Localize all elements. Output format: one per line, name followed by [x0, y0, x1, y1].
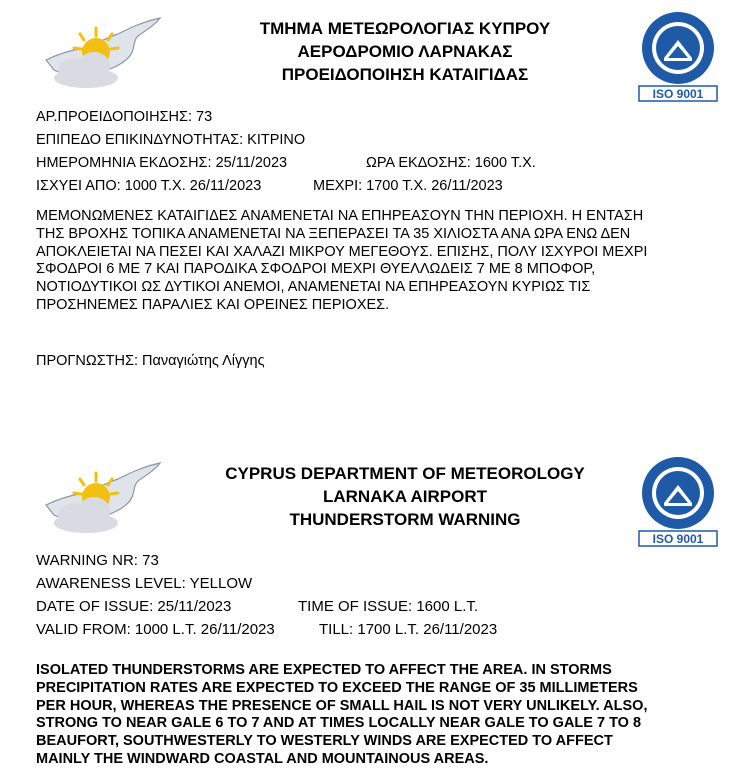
- greek-time-of-issue: ΩΡΑ ΕΚΔΟΣΗΣ: 1600 Τ.Χ.: [366, 155, 536, 171]
- iso-label: ISO 9001: [652, 87, 704, 101]
- greek-text-line: ΜΕΜΟΝΩΜΕΝΕΣ ΚΑΤΑΙΓΙΔΕΣ ΑΝΑΜΕΝΕΤΑΙ ΝΑ ΕΠΗΡΕΑΣΟΥΝ ΤΗΝ ΠΕΡΙΟΧΗ. Η ΕΝΤΑΣΗ: [36, 208, 644, 224]
- english-header-line3: THUNDERSTORM WARNING: [289, 510, 521, 529]
- greek-text-line: ΝΟΤΙΟΔΥΤΙΚΟΙ ΩΣ ΔΥΤΙΚΟΙ ΑΝΕΜΟΙ, ΑΝΑΜΕΝΕΤΑΙ ΝΑ ΕΠΗΡΕΑΣΟΥΝ ΚΥΡΙΩΣ ΤΙΣ: [36, 279, 591, 296]
- greek-valid-from: ΙΣΧΥΕΙ ΑΠΟ: 1000 Τ.Χ. 26/11/2023: [36, 178, 262, 194]
- greek-header-line3: ΠΡΟΕΙΔΟΠΟΙΗΣΗ ΚΑΤΑΙΓΙΔΑΣ: [281, 65, 529, 84]
- english-text-line: STRONG TO NEAR GALE 6 TO 7 AND AT TIMES LOCALLY NEAR GALE TO GALE 7 TO 8: [36, 715, 642, 732]
- greek-text-line: ΤΗΣ ΒΡΟΧΗΣ ΤΟΠΙΚΑ ΑΝΑΜΕΝΕΤΑΙ ΝΑ ΞΕΠΕΡΑΣΕΙ ΤΑ 35 ΧΙΛΙΟΣΤΑ ΑΝΑ ΩΡΑ ΕΝΩ ΔΕΝ: [36, 225, 631, 242]
- greek-till: ΜΕΧΡΙ: 1700 Τ.Χ. 26/11/2023: [313, 178, 503, 194]
- greek-level: ΕΠΙΠΕΔΟ ΕΠΙΚΙΝΔΥΝΟΤΗΤΑΣ: ΚΙΤΡΙΝΟ: [36, 132, 306, 148]
- greek-header-line1: ΤΜΗΜΑ ΜΕΤΕΩΡΟΛΟΓΙΑΣ ΚΥΠΡΟΥ: [259, 19, 551, 38]
- iso-9001-logo: [637, 455, 719, 547]
- english-info-block: [36, 549, 498, 641]
- english-text-line: PER HOUR, WHEREAS THE PRESENCE OF SMALL HAIL IS NOT VERY UNLIKELY. ALSO,: [36, 697, 648, 714]
- english-valid-from: VALID FROM: 1000 L.T. 26/11/2023: [36, 621, 275, 638]
- english-warning-nr: WARNING NR: 73: [36, 552, 159, 569]
- english-time-of-issue: TIME OF ISSUE: 1600 L.T.: [298, 598, 479, 615]
- english-warning-section: [0, 445, 741, 778]
- english-warning-text: [36, 662, 736, 769]
- weather-logo-icon: [38, 459, 166, 537]
- english-till: TILL: 1700 L.T. 26/11/2023: [319, 621, 498, 638]
- iso-label: ISO 9001: [652, 532, 704, 546]
- greek-text-line: ΑΠΟΚΛΕΙΕΤΑΙ ΝΑ ΠΕΣΕΙ ΚΑΙ ΧΑΛΑΖΙ ΜΙΚΡΟΥ ΜΕΓΕΘΟΥΣ. ΕΠΙΣΗΣ, ΠΟΛΥ ΙΣΧΥΡΟΙ ΜΕΧΡΙ: [36, 243, 648, 260]
- english-text-line: BEAUFORT, SOUTHWESTERLY TO WESTERLY WINDS ARE EXPECTED TO AFFECT: [36, 733, 613, 750]
- greek-info-block: [36, 106, 536, 198]
- english-date-of-issue: DATE OF ISSUE: 25/11/2023: [36, 598, 232, 615]
- english-text-line: PRECIPITATION RATES ARE EXPECTED TO EXCEED THE RANGE OF 35 MILLIMETERS: [36, 679, 638, 696]
- english-header-line2: LARNAKA AIRPORT: [322, 487, 487, 506]
- weather-logo-icon: [38, 14, 166, 92]
- greek-warning-nr: ΑΡ.ΠΡΟΕΙΔΟΠΟΙΗΣΗΣ: 73: [36, 109, 213, 125]
- greek-header-line2: ΑΕΡΟΔΡΟΜΙΟ ΛΑΡΝΑΚΑΣ: [297, 42, 513, 61]
- english-level: AWARENESS LEVEL: YELLOW: [36, 575, 253, 592]
- greek-text-line: ΣΦΟΔΡΟΙ 6 ΜΕ 7 ΚΑΙ ΠΑΡΟΔΙΚΑ ΣΦΟΔΡΟΙ ΜΕΧΡΙ ΘΥΕΛΛΩΔΕΙΣ 7 ΜΕ 8 ΜΠΟΦΟΡ,: [36, 261, 596, 278]
- greek-text-line: ΠΡΟΣΗΝΕΜΕΣ ΠΑΡΑΛΙΕΣ ΚΑΙ ΟΡΕΙΝΕΣ ΠΕΡΙΟΧΕΣ.: [36, 296, 390, 313]
- english-text-line: ISOLATED THUNDERSTORMS ARE EXPECTED TO AFFECT THE AREA. IN STORMS: [36, 662, 612, 678]
- greek-warning-text: [36, 208, 736, 315]
- english-text-line: MAINLY THE WINDWARD COASTAL AND MOUNTAINOUS AREAS.: [36, 750, 489, 767]
- english-header: [180, 462, 630, 531]
- greek-forecaster: ΠΡΟΓΝΩΣΤΗΣ: Παναγιώτης Λίγγης: [36, 353, 265, 369]
- iso-9001-logo: [637, 10, 719, 102]
- english-header-line1: CYPRUS DEPARTMENT OF METEOROLOGY: [225, 464, 585, 483]
- greek-date-of-issue: ΗΜΕΡΟΜΗΝΙΑ ΕΚΔΟΣΗΣ: 25/11/2023: [36, 155, 288, 171]
- greek-header: [180, 17, 630, 86]
